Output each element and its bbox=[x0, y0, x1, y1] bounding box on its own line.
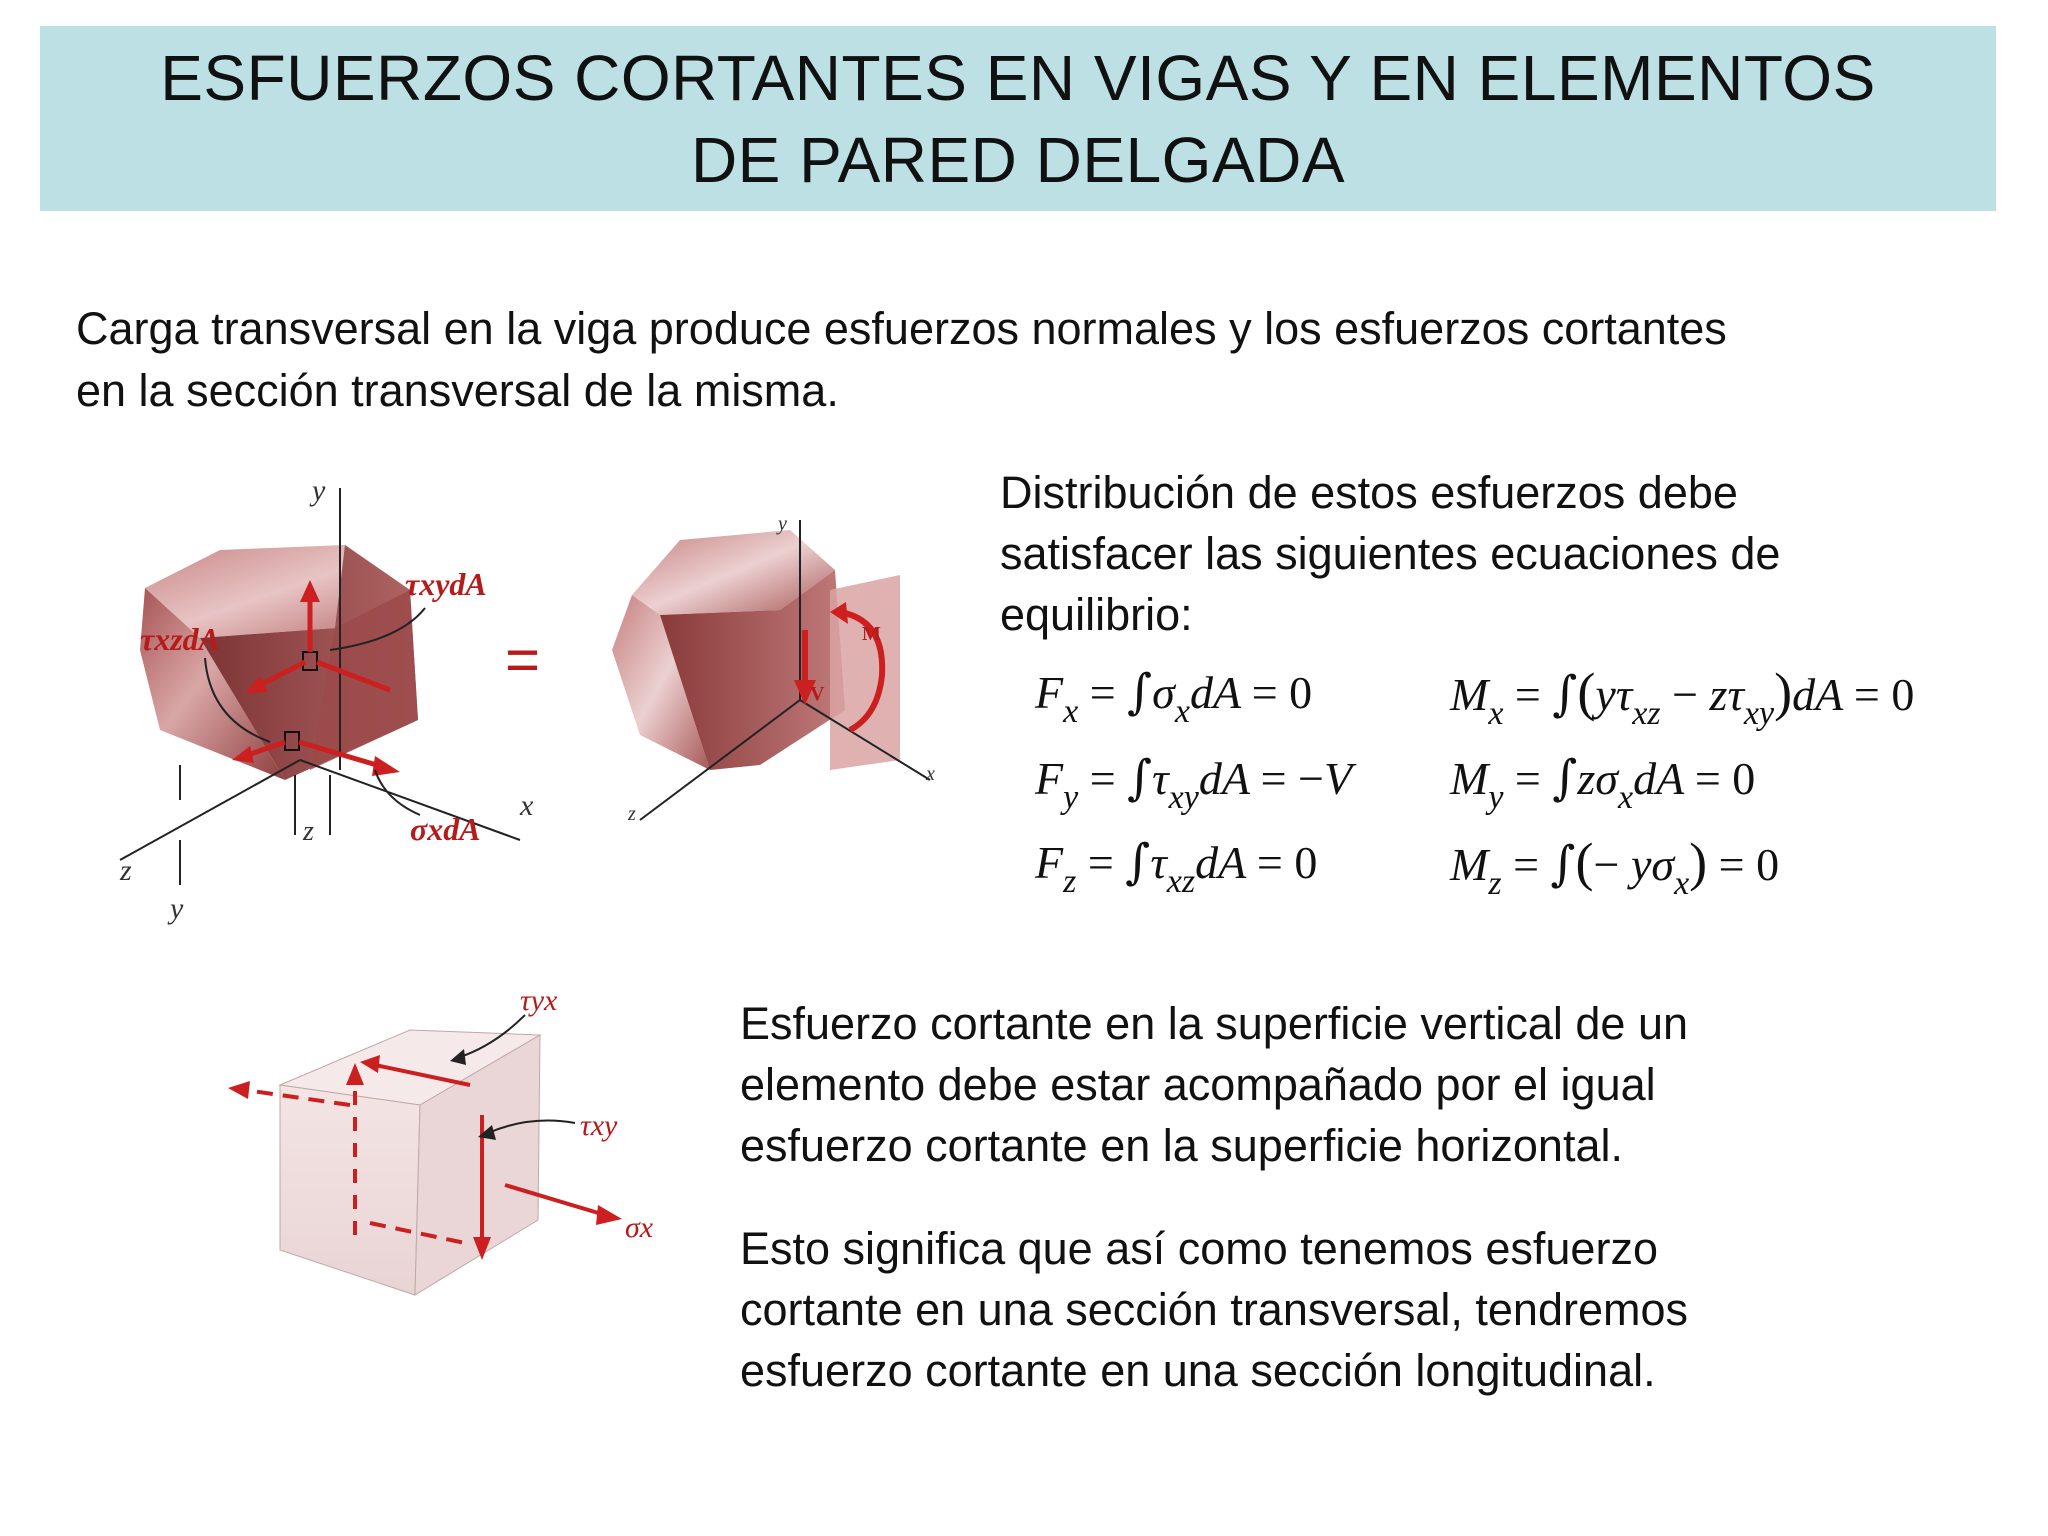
beam-label-tau-xz: τxzdA bbox=[140, 621, 220, 657]
equation-my bbox=[1450, 748, 1756, 816]
cube-label-tau-xy: τxy bbox=[580, 1109, 618, 1142]
beam-label-z: z bbox=[120, 854, 132, 887]
resultant-figure bbox=[600, 500, 960, 840]
shear-statement-line-1: Esfuerzo cortante en la superficie vertical de un bbox=[740, 998, 1689, 1049]
meaning-line-3: esfuerzo cortante en una sección longitudinal. bbox=[740, 1345, 1656, 1396]
intro-paragraph bbox=[76, 298, 1976, 422]
meaning-line-1: Esto significa que así como tenemos esfuerzo bbox=[740, 1223, 1658, 1274]
z-axis-line bbox=[120, 760, 300, 860]
cube-label-tau-yx: τyx bbox=[520, 984, 558, 1017]
distribution-line-1: Distribución de estos esfuerzos debe bbox=[1000, 467, 1738, 518]
page-title-line-2: DE PARED DELGADA bbox=[690, 123, 1346, 196]
equation-my-text: $M_y = \int z\sigma_xdA = 0$ bbox=[1450, 750, 1756, 816]
intro-line-1: Carga transversal en la viga produce esfuerzos normales y los esfuerzos cortantes bbox=[76, 303, 1727, 354]
resultant-label-z: z bbox=[628, 803, 636, 825]
stress-element-figure bbox=[220, 975, 690, 1315]
beam-label-z-small: z bbox=[303, 816, 314, 847]
shear-statement-paragraph bbox=[740, 993, 1688, 1176]
sigma-right-arrowhead-icon bbox=[596, 1205, 622, 1225]
resultant-label-x: x bbox=[926, 763, 935, 785]
equation-fx bbox=[1035, 662, 1313, 730]
equals-sign: = bbox=[505, 626, 541, 693]
shear-statement-line-3: esfuerzo cortante en la superficie horizontal. bbox=[740, 1120, 1623, 1171]
equation-mx bbox=[1450, 662, 1915, 732]
equation-fx-text: $F_x = \int\sigma_xdA = 0$ bbox=[1035, 664, 1313, 730]
sigma-leader bbox=[375, 770, 420, 815]
distribution-line-3: equilibrio: bbox=[1000, 589, 1193, 640]
meaning-line-2: cortante en una sección transversal, tendremos bbox=[740, 1284, 1689, 1335]
distribution-paragraph bbox=[1000, 462, 2000, 645]
equation-fz-text: $F_z = \int\tau_{xz}dA = 0$ bbox=[1035, 834, 1318, 900]
beam-label-sigma: σxdA bbox=[410, 811, 481, 847]
resultant-label-m: M bbox=[862, 623, 881, 645]
title-banner bbox=[40, 26, 1996, 211]
equation-fy bbox=[1035, 748, 1353, 816]
equation-fy-text: $F_y = \int\tau_{xy}dA = -V$ bbox=[1035, 750, 1353, 816]
distribution-line-2: satisfacer las siguientes ecuaciones de bbox=[1000, 528, 1781, 579]
equation-mz-text: $M_z$ = ∫(− $y\sigma_x) = 0$ bbox=[1450, 832, 1780, 902]
shear-statement-line-2: elemento debe estar acompañado por el igual bbox=[740, 1059, 1656, 1110]
equation-mx-text: $M_x = \int(y\tau_{xz} - z\tau_{xy})dA = 0$ bbox=[1450, 662, 1915, 732]
beam-label-y-top: y bbox=[312, 474, 326, 507]
resultant-label-v: V bbox=[810, 683, 825, 705]
equation-fz bbox=[1035, 832, 1318, 900]
cube-front-face bbox=[280, 1085, 420, 1295]
meaning-paragraph bbox=[740, 1218, 1688, 1401]
beam-label-x: x bbox=[520, 789, 534, 822]
sigma-left-arrowhead-icon bbox=[228, 1081, 250, 1099]
equation-mz bbox=[1450, 832, 1780, 902]
page-title-line-1: ESFUERZOS CORTANTES EN VIGAS Y EN ELEMENTOS bbox=[160, 41, 1876, 114]
beam-section-figure bbox=[100, 440, 660, 930]
beam-label-tau-xy: τxydA bbox=[405, 566, 487, 602]
intro-line-2: en la sección transversal de la misma. bbox=[76, 365, 839, 416]
resultant-label-y: y bbox=[778, 513, 787, 535]
cube-label-sigma: σx bbox=[625, 1211, 654, 1244]
beam-label-y-bottom: y bbox=[170, 892, 184, 925]
